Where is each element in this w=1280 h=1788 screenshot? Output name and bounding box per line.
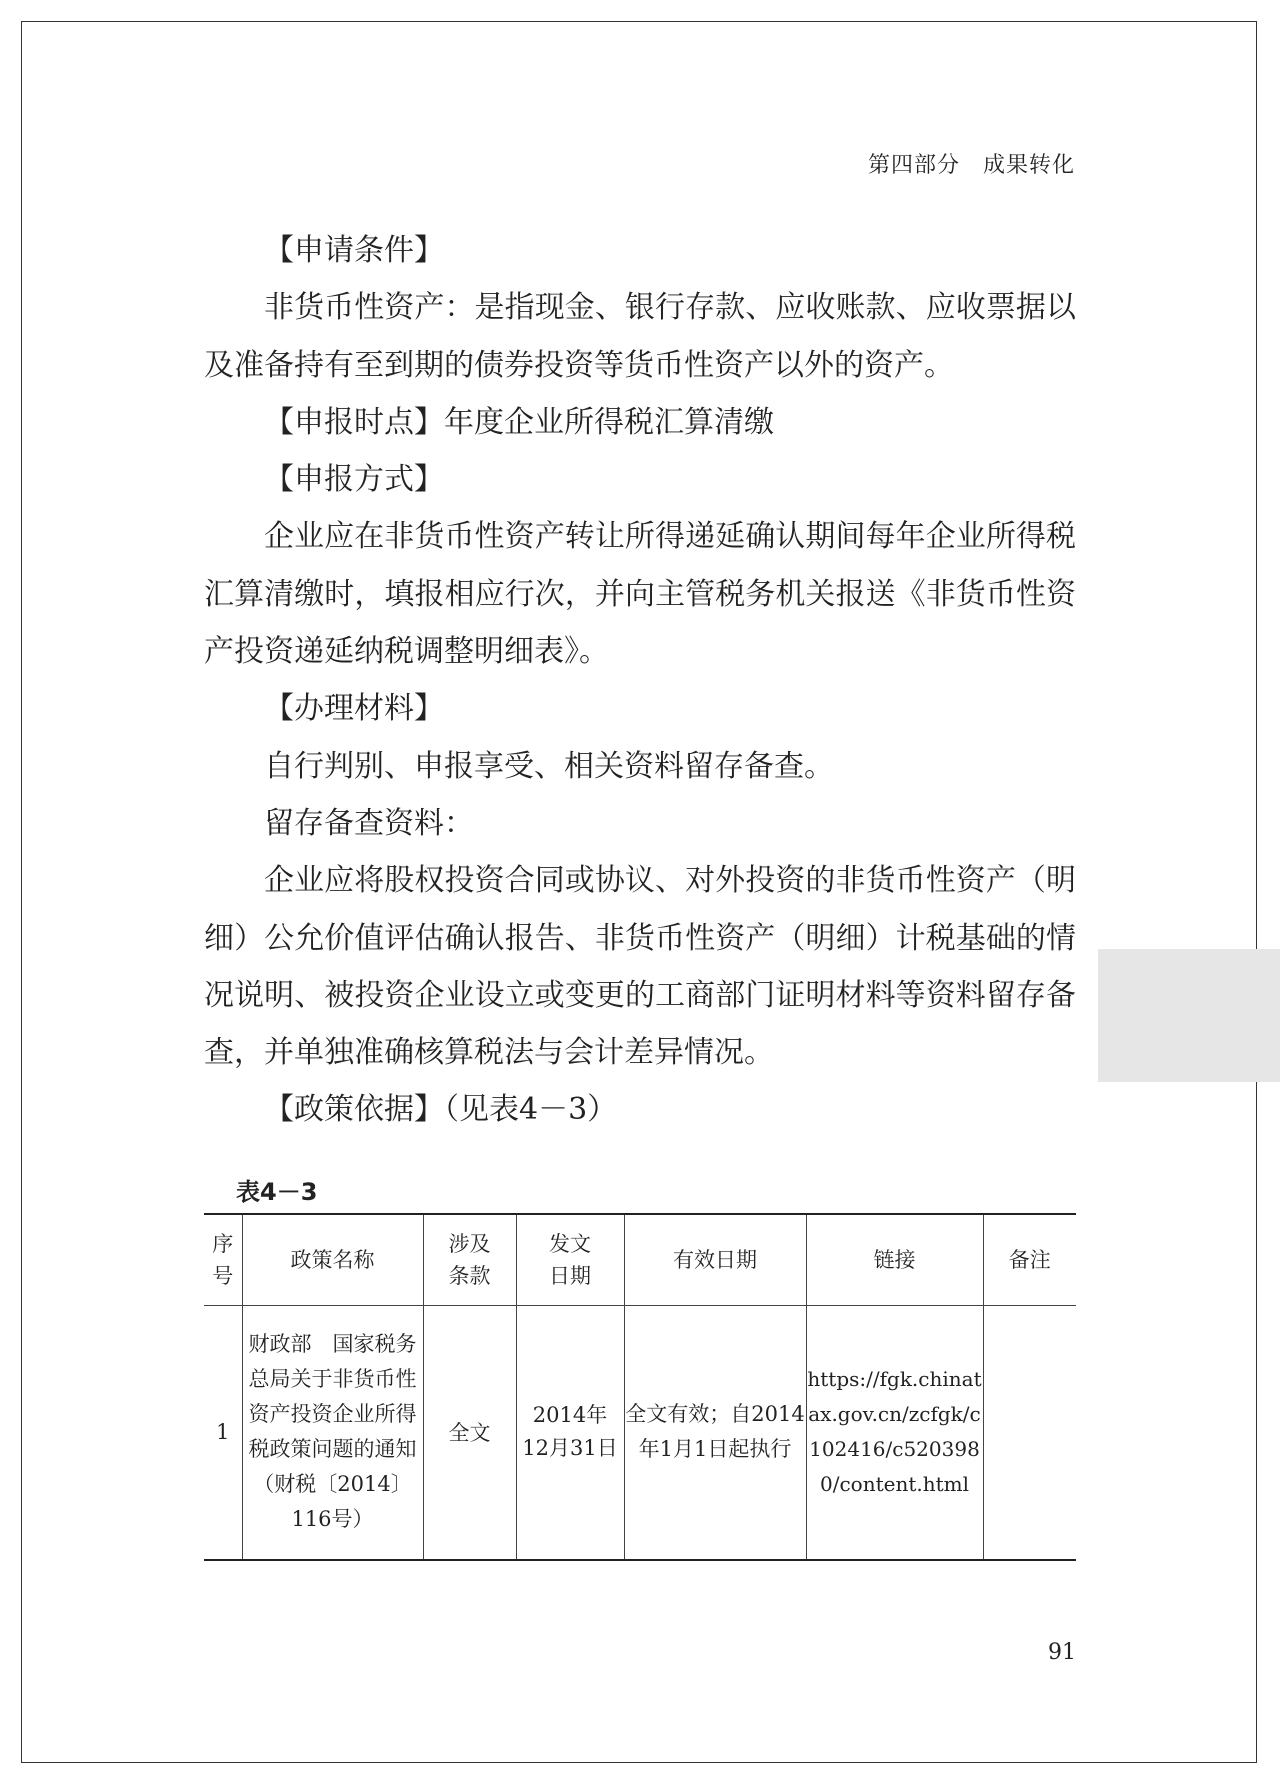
body-text [204,222,1076,1139]
table-row [204,1305,1076,1560]
paragraph-declaration-method: 企业应在非货币性资产转让所得递延确认期间每年企业所得税汇算清缴时，填报相应行次，并向主管税务机关报送《非货币性资产投资递延纳税调整明细表》。 [204,519,1076,670]
cell-index: 1 [204,1305,242,1560]
column-header-index: 序号 [212,1231,234,1288]
column-header-note: 备注 [1008,1247,1051,1272]
cell-clause: 全文 [423,1305,516,1560]
running-header: 第四部分 成果转化 [867,153,1075,178]
column-header [242,1214,423,1305]
column-header [204,1214,242,1305]
cell-note [983,1305,1076,1560]
paragraph-non-monetary-asset-definition: 非货币性资产：是指现金、银行存款、应收账款、应收票据以及准备持有至到期的债券投资等货币性资产以外的资产。 [204,290,1076,383]
cell-valid-date: 全文有效；自2014年1月1日起执行 [624,1305,806,1560]
column-header-policy-name: 政策名称 [290,1247,375,1272]
heading-declaration-method: 【申报方式】 [264,462,444,498]
paragraph-materials: 自行判别、申报享受、相关资料留存备查。 [264,748,834,784]
policy-table [204,1213,1076,1561]
cell-link[interactable]: https://fgk.chinatax.gov.cn/zcfgk/c102416/c5203980/content.html [806,1305,983,1560]
heading-declaration-time: 【申报时点】年度企业所得税汇算清缴 [264,404,774,440]
paragraph-retained-documents: 企业应将股权投资合同或协议、对外投资的非货币性资产（明细）公允价值评估确认报告、非货币性资产（明细）计税基础的情况说明、被投资企业设立或变更的工商部门证明材料等资料留存备查，并单独准确核算税法与会计差异情况。 [204,863,1076,1071]
column-header-issue-date: 发文日期 [549,1231,591,1288]
column-header [423,1214,516,1305]
heading-application-conditions: 【申请条件】 [264,233,444,268]
page-number: 91 [1048,1640,1076,1665]
heading-policy-basis: 【政策依据】（见表4－3） [264,1092,618,1128]
column-header [516,1214,624,1305]
table-caption: 表4－3 [236,1178,318,1206]
cell-policy-name: 财政部 国家税务总局关于非货币性资产投资企业所得税政策问题的通知（财税〔2014〕116号） [242,1305,423,1560]
column-header-link: 链接 [873,1247,916,1272]
column-header [983,1214,1076,1305]
column-header-clause: 涉及条款 [448,1231,491,1288]
column-header-valid-date: 有效日期 [673,1247,757,1272]
table-header-row [204,1214,1076,1305]
heading-retained-documents: 留存备查资料： [264,805,474,841]
column-header [806,1214,983,1305]
heading-materials: 【办理材料】 [264,691,444,727]
cell-issue-date [516,1305,624,1560]
section-thumb-tab [1098,949,1280,1082]
column-header [624,1214,806,1305]
issue-date-text: 2014年12月31日 [522,1403,618,1461]
